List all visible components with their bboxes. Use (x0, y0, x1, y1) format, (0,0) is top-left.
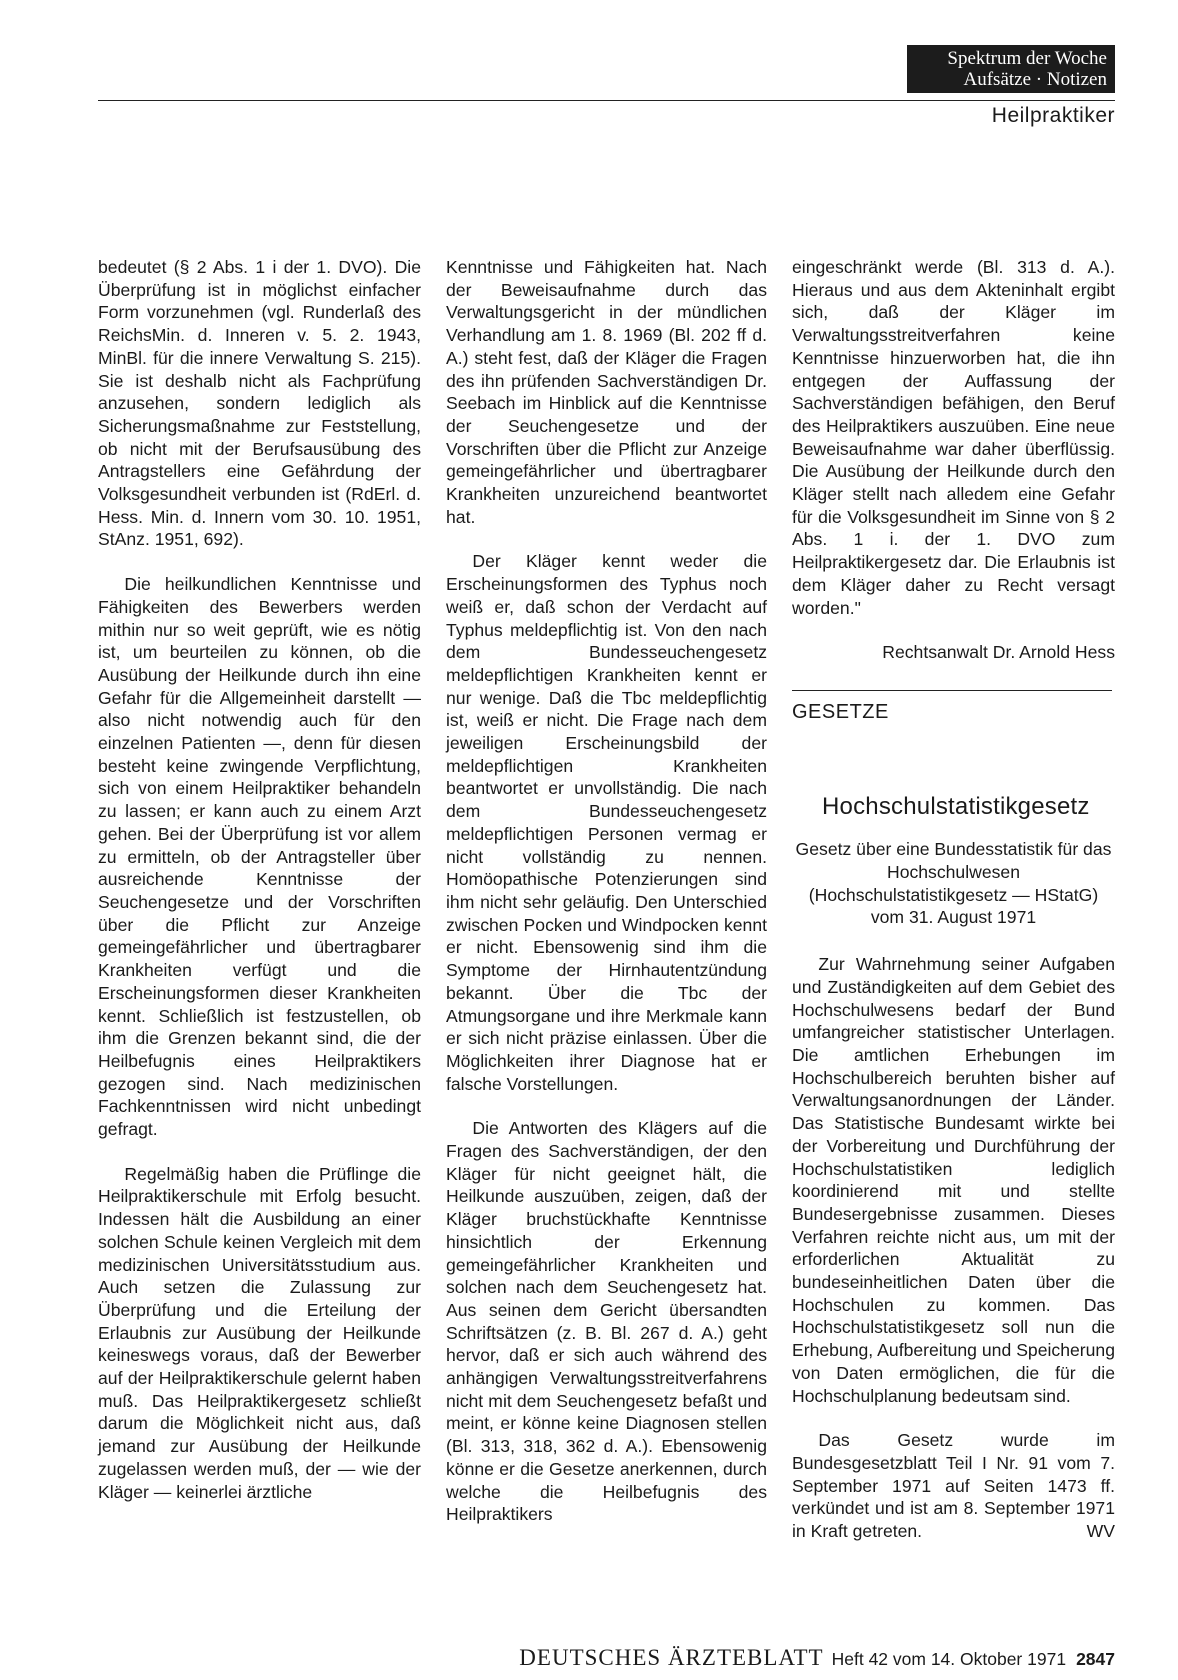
section-heading: GESETZE (792, 700, 889, 723)
column-2 (446, 256, 767, 1548)
col3-paragraph-3-text: Das Gesetz wurde im Bundesgesetzblatt Teil I Nr. 91 vom 7. September 1971 auf Seiten 1473 ff. verkündet und ist am 8. September 1971 in Kraft getreten. (792, 1430, 1115, 1542)
page-number: 2847 (1076, 1649, 1115, 1669)
col2-paragraph-2: Der Kläger kennt weder die Erscheinungsformen des Typhus noch weiß er, daß schon der Verdacht auf Typhus meldepflichtig ist. Von den nach dem Bundesseuchengesetz meldepflichtigen Krankheiten kennt er nur wenige. Daß die Tbc meldepflichtig ist, weiß er nicht. Die Frage nach dem jeweiligen Erscheinungsbild der meldepflichtigen Krankheiten beantwortet er unvollständig. Die nach dem Bundesseuchengesetz meldepflichtigen Personen vermag er nicht vollständig zu nennen. Homöopathische Potenzierungen sind ihm nicht sehr geläufig. Den Unterschied zwischen Pocken und Windpocken kennt er nicht. Ebensowenig sind ihm die Symptome der Hirnhautentzündung bekannt. Über die Tbc der Atmungsorgane und ihre Merkmale kann er sich nicht präzise einlassen. Über die Möglichkeiten ihrer Diagnose hat er falsche Vorstellungen. (446, 551, 767, 1094)
col3-paragraph-2: Zur Wahrnehmung seiner Aufgaben und Zuständigkeiten auf dem Gebiet des Hochschulwesens bedarf der Bund umfangreicher statistischer Unterlagen. Die amtlichen Erhebungen im Hochschulbereich beruhten bisher auf Verwaltungsanordnungen der Länder. Das Statistische Bundesamt wirkte bei der Vorbereitung und Durchführung der Hochschulstatistiken lediglich koordinierend mit und stellte Bundesergebnisse zusammen. Dieses Verfahren reichte nicht aus, um mit der erforderlichen Aktualität zu bundeseinheitlichen Daten über die Hochschulen zu kommen. Das Hochschulstatistikgesetz soll nun die Erhebung, Aufbereitung und Speicherung von Daten ermöglichen, die für die Hochschulplanung bedeutsam sind. (792, 954, 1115, 1406)
header-line-1: Spektrum der Woche (947, 48, 1107, 69)
article-subtitle: Gesetz über eine Bundesstatistik für das Hochschulwesen (Hochschulstatistikgesetz — HStatG) vom 31. August 1971 (795, 839, 1112, 928)
page-footer (430, 1645, 1115, 1671)
header-line-2: Aufsätze · Notizen (963, 69, 1107, 90)
section-label: Heilpraktiker (991, 104, 1115, 127)
col2-paragraph-3: Die Antworten des Klägers auf die Fragen des Sachverständigen, der den Kläger für nicht geeignet hält, die Heilkunde auszuüben, zeigen, daß der Kläger bruchstückhafte Kenntnisse hinsichtlich der Erkennung gemeingefährlicher Krankheiten und solchen nach dem Seuchengesetz hat. Aus seinen dem Gericht übersandten Schriftsätzen (z. B. Bl. 267 d. A.) geht hervor, daß er sich auch während des anhängigen Verwaltungsstreitverfahrens nicht mit dem Seuchengesetz befaßt und meint, er könne keine Diagnosen stellen (Bl. 313, 318, 362 d. A.). Ebensowenig könne er die Gesetze anerkennen, durch welche die Heilbefugnis des Heilpraktikers (446, 1118, 767, 1525)
section-divider (792, 690, 1112, 691)
col1-paragraph-1: bedeutet (§ 2 Abs. 1 i der 1. DVO). Die Überprüfung ist in möglichst einfacher Form vorzunehmen (vgl. Runderlaß des ReichsMin. d. Inneren v. 5. 2. 1943, MinBl. für die innere Verwaltung S. 215). Sie ist deshalb nicht als Fachprüfung anzusehen, sondern lediglich als Sicherungsmaßnahme zur Feststellung, ob nicht mit der Berufsausübung des Antragstellers eine Gefährdung der Volksgesundheit verbunden ist (RdErl. d. Hess. Min. d. Innern vom 30. 10. 1951, StAnz. 1951, 692). (98, 257, 421, 550)
col3-paragraph-1: eingeschränkt werde (Bl. 313 d. A.). Hieraus und aus dem Akteninhalt ergibt sich, daß der Kläger im Verwaltungsstreitverfahren keine Kenntnisse hinzuerworben hat, die ihn entgegen der Auffassung der Sachverständigen befähigen, den Beruf des Heilpraktikers auszuüben. Eine neue Beweisaufnahme war daher überflüssig. Die Ausübung der Heilkunde durch den Kläger stellt nach alledem eine Gefahr für die Volksgesundheit im Sinne von § 2 Abs. 1 i. der 1. DVO zum Heilpraktikergesetz dar. Die Erlaubnis ist dem Kläger daher zu Recht versagt worden." (792, 257, 1115, 618)
column-1 (98, 256, 421, 1525)
issue-info: Heft 42 vom 14. Oktober 1971 (831, 1649, 1067, 1669)
header-badge (907, 45, 1115, 93)
journal-name: DEUTSCHES ÄRZTEBLATT (519, 1645, 824, 1670)
col1-paragraph-3: Regelmäßig haben die Prüflinge die Heilpraktikerschule mit Erfolg besucht. Indessen hält die Ausbildung an einer solchen Schule keinen Vergleich mit dem medizinischen Universitätsstudium aus. Auch setzen die Zulassung zur Überprüfung und die Erteilung der Erlaubnis zur Ausübung der Heilkunde keineswegs voraus, daß der Bewerber auf der Heilpraktikerschule gelernt haben muß. Das Heilpraktikergesetz schließt darum die Möglichkeit nicht aus, daß jemand zur Ausübung der Heilkunde zugelassen werden muß, der — wie der Kläger — keinerlei ärztliche (98, 1163, 421, 1502)
author-signature: Rechtsanwalt Dr. Arnold Hess (882, 642, 1115, 663)
article-title: Hochschulstatistikgesetz (822, 792, 1090, 820)
col3-paragraph-3 (792, 1429, 1115, 1543)
col1-paragraph-2: Die heilkundlichen Kenntnisse und Fähigkeiten des Bewerbers werden mithin nur so weit geprüft, wie es nötig ist, um beurteilen zu können, ob die Ausübung der Heilkunde durch ihn eine Gefahr für die Allgemeinheit darstellt — also nicht notwendig auch für den einzelnen Patienten —, denn für diesen besteht keine zwingende Verpflichtung, sich von einem Heilpraktiker behandeln zu lassen; er kann auch zu einem Arzt gehen. Bei der Überprüfung ist vor allem zu ermitteln, ob der Antragsteller über ausreichende Kenntnisse der Seuchengesetze und der Vorschriften über die Pflicht zur Anzeige gemeingefährlicher und übertragbarer Krankheiten verfügt und die Erscheinungsformen dieser Krankheiten kennt. Schließlich ist festzustellen, ob ihm die Grenzen bekannt sind, die der Heilbefugnis eines Heilpraktikers gezogen sind. Nach medizinischen Fachkenntnissen wird nicht unbedingt gefragt. (98, 574, 421, 1140)
editor-initials: WV (1086, 1521, 1115, 1542)
col2-paragraph-1: Kenntnisse und Fähigkeiten hat. Nach der Beweisaufnahme durch das Verwaltungsgericht in der mündlichen Verhandlung am 1. 8. 1969 (Bl. 202 ff d. A.) steht fest, daß der Kläger die Fragen des ihn prüfenden Sachverständigen Dr. Seebach im Hinblick auf die Kenntnisse der Seuchengesetze und der Vorschriften über die Pflicht zur Anzeige gemeingefährlicher und übertragbarer Krankheiten unzureichend beantwortet hat. (446, 257, 767, 527)
header-rule (98, 100, 1115, 101)
column-3 (792, 256, 1115, 1565)
